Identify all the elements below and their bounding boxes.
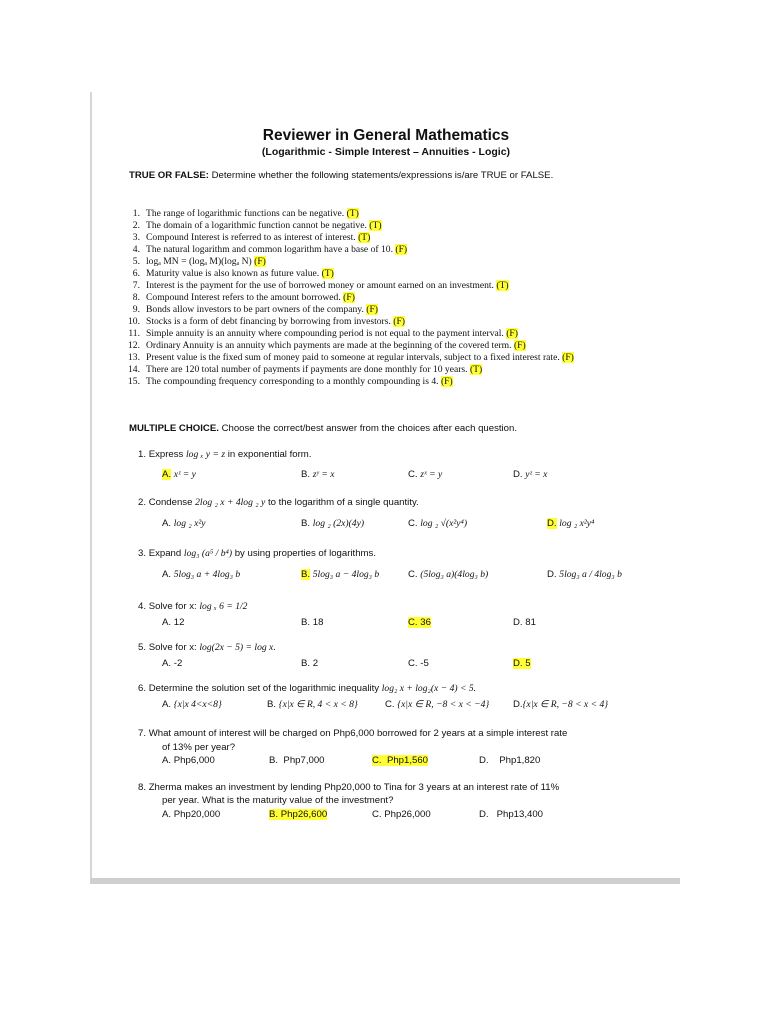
tf-item-text: Bonds allow investors to be part owners of the company. [146,304,364,315]
mc-question-2 [138,497,419,508]
tf-item-answer: (T) [496,280,509,291]
choice-b: B. {x|x ∈ R, 4 < x < 8} [267,699,358,710]
choice-d: D. 81 [513,617,536,628]
tf-item-answer: (T) [358,232,371,243]
question-number: 5. [138,642,147,653]
tf-item [118,208,359,219]
tf-item-answer: (F) [254,256,266,267]
tf-item-answer: (F) [513,340,526,351]
tf-item-text: Compound Interest is referred to as interest of interest. [146,232,356,243]
question-text-line2: of 13% per year? [162,742,236,753]
tf-item-text: The domain of a logarithmic function cannot be negative. [146,220,367,231]
question-number: 1. [138,449,147,460]
question-number: 4. [138,601,147,612]
tf-item-number: 10. [128,316,140,327]
tf-item [118,280,509,291]
question-expression: log ₓ y = z [186,449,226,460]
choice-a: A. Php20,000 [162,809,221,820]
choice-b: B. zʸ = x [301,469,335,480]
choice-d: D. log ₂ x²y⁴ [547,518,595,529]
tf-item-answer: (F) [562,352,574,363]
tf-item-text: Maturity value is also known as future value. [146,268,320,279]
choice-c: C. Php1,560 [372,755,429,766]
question-text: Condense [148,497,193,508]
choice-d: D. Php13,400 [479,809,544,820]
tf-instruction: Determine whether the following statements/expressions is/are TRUE or FALSE. [211,170,554,181]
tf-item-text: Ordinary Annuity is an annuity which payments are made at the beginning of the covered term. [146,340,512,351]
tf-item-answer: (T) [346,208,359,219]
tf-item-text: The compounding frequency corresponding to a monthly compounding is 4. [146,376,439,387]
mc-question-6 [138,683,476,694]
choice-b: B. log ₂ (2x)(4y) [301,518,365,529]
tf-heading: TRUE OR FALSE: [129,170,209,181]
tf-item-number: 2. [132,220,140,231]
tf-item-number: 3. [132,232,140,243]
document-page [90,92,680,884]
tf-item-number: 4. [132,244,140,255]
choice-a: A. Php6,000 [162,755,215,766]
tf-item-text: Compound Interest refers to the amount borrowed. [146,292,341,303]
choice-c: C. -5 [408,658,429,669]
page-shadow-divider [90,878,680,884]
tf-item-number: 9. [132,304,140,315]
tf-item [118,232,370,243]
question-text: in exponential form. [227,449,312,460]
tf-item [118,364,482,375]
question-text: Solve for x: [148,642,197,653]
question-number: 3. [138,548,147,559]
choice-a: A. log ₂ x²y [162,518,206,529]
question-text: What amount of interest will be charged on Php6,000 borrowed for 2 years at a simple interest rate [148,728,568,739]
question-number: 7. [138,728,147,739]
choice-b: B. Php7,000 [269,755,325,766]
question-text: to the logarithm of a single quantity. [267,497,419,508]
tf-item-answer: (T) [469,364,483,375]
tf-item [118,244,407,255]
tf-item-number: 11. [128,328,140,339]
question-text-line2: per year. What is the maturity value of the investment? [162,795,394,806]
mc-question-1 [138,449,311,460]
question-number: 2. [138,497,147,508]
tf-item-number: 7. [132,280,140,291]
mc-heading: MULTIPLE CHOICE. [129,423,219,434]
tf-item [118,292,355,303]
tf-item [118,316,405,327]
tf-item-number: 1. [132,208,140,219]
choice-a: A. 5log₃ a + 4log₃ b [162,569,241,580]
tf-item-answer: (F) [343,292,355,303]
tf-item-answer: (T) [321,268,334,279]
tf-item-answer: (T) [369,220,382,231]
question-expression: log ₓ 6 = 1/2 [199,601,248,612]
tf-item [118,256,266,267]
tf-item-text: The natural logarithm and common logarithm have a base of 10. [146,244,393,255]
question-expression: log(2x − 5) = log x. [199,642,276,653]
tf-item-answer: (F) [395,244,408,255]
question-number: 8. [138,782,147,793]
choice-b: B. 18 [301,617,324,628]
mc-question-8 [138,782,559,793]
tf-item-text: logₐ MN = (logₐ M)(logₐ N) [146,256,252,267]
choice-c: C. (5log₃ a)(4log₃ b) [408,569,489,580]
question-text: Solve for x: [148,601,197,612]
choice-c: C. 36 [408,617,431,628]
question-number: 6. [138,683,147,694]
choice-b: B. 2 [301,658,319,669]
tf-item [118,220,382,231]
page-title: Reviewer in General Mathematics [262,127,510,144]
choice-a: A. {x|x 4<x<8} [162,699,222,710]
choice-d: D. 5 [513,658,531,669]
question-expression: log₃ (a⁵ / b⁴) [183,548,233,559]
tf-item-text: The range of logarithmic functions can be negative. [146,208,345,219]
tf-item-text: Stocks is a form of debt financing by borrowing from investors. [146,316,391,327]
tf-item [118,340,526,351]
choice-a: A. 12 [162,617,185,628]
choice-c: C. zˣ = y [408,469,443,480]
choice-c: C. {x|x ∈ R, −8 < x < −4} [385,699,490,710]
page-subtitle: (Logarithmic - Simple Interest – Annuities - Logic) [261,146,511,158]
tf-item-number: 12. [128,340,140,351]
tf-section-header [129,170,553,181]
mc-instruction: Choose the correct/best answer from the choices after each question. [221,423,518,434]
question-text: by using properties of logarithms. [234,548,376,559]
tf-item [118,376,453,387]
choice-d: D. yᶻ = x [513,469,548,480]
mc-section-header [129,423,517,434]
question-text: Expand [148,548,182,559]
tf-item-number: 14. [128,364,140,375]
tf-item-number: 13. [128,352,140,363]
tf-item-number: 15. [128,376,140,387]
choice-c: C. Php26,000 [372,809,431,820]
choice-a: A. xᶻ = y [162,469,196,480]
choice-b: B. Php26,600 [269,809,328,820]
tf-item-text: Interest is the payment for the use of borrowed money or amount earned on an investment. [146,280,494,291]
choice-d: D. 5log₃ a / 4log₃ b [547,569,622,580]
question-text: Express [148,449,184,460]
question-expression: log₂ x + log₂(x − 4) < 5. [381,683,477,694]
tf-item-answer: (F) [440,376,453,387]
tf-item [118,352,574,363]
tf-item [118,268,334,279]
tf-item-number: 8. [132,292,140,303]
choice-d: D.{x|x ∈ R, −8 < x < 4} [513,699,609,710]
mc-question-4 [138,601,247,612]
tf-item-text: Simple annuity is an annuity where compounding period is not equal to the payment interval. [146,328,504,339]
mc-question-5 [138,642,276,653]
choice-a: A. -2 [162,658,183,669]
tf-item-text: There are 120 total number of payments if payments are done monthly for 10 years. [146,364,468,375]
tf-item [118,304,378,315]
tf-item-answer: (F) [393,316,406,327]
question-text: Zherma makes an investment by lending Php20,000 to Tina for 3 years at an interest rate of 11% [148,782,560,793]
tf-item-number: 5. [132,256,140,267]
question-expression: 2log ₂ x + 4log ₂ y [195,497,266,508]
choice-c: C. log ₂ √(x²y⁴) [408,518,468,529]
choice-b: B. 5log₃ a − 4log₃ b [301,569,380,580]
mc-question-3 [138,548,376,559]
tf-item-answer: (F) [506,328,518,339]
tf-item-answer: (F) [366,304,378,315]
question-text: Determine the solution set of the logarithmic inequality [148,683,380,694]
tf-item [118,328,518,339]
tf-item-number: 6. [132,268,140,279]
tf-item-text: Present value is the fixed sum of money paid to someone at regular intervals, subject to a fixed interest rate. [146,352,560,363]
mc-question-7 [138,728,567,739]
choice-d: D. Php1,820 [479,755,541,766]
